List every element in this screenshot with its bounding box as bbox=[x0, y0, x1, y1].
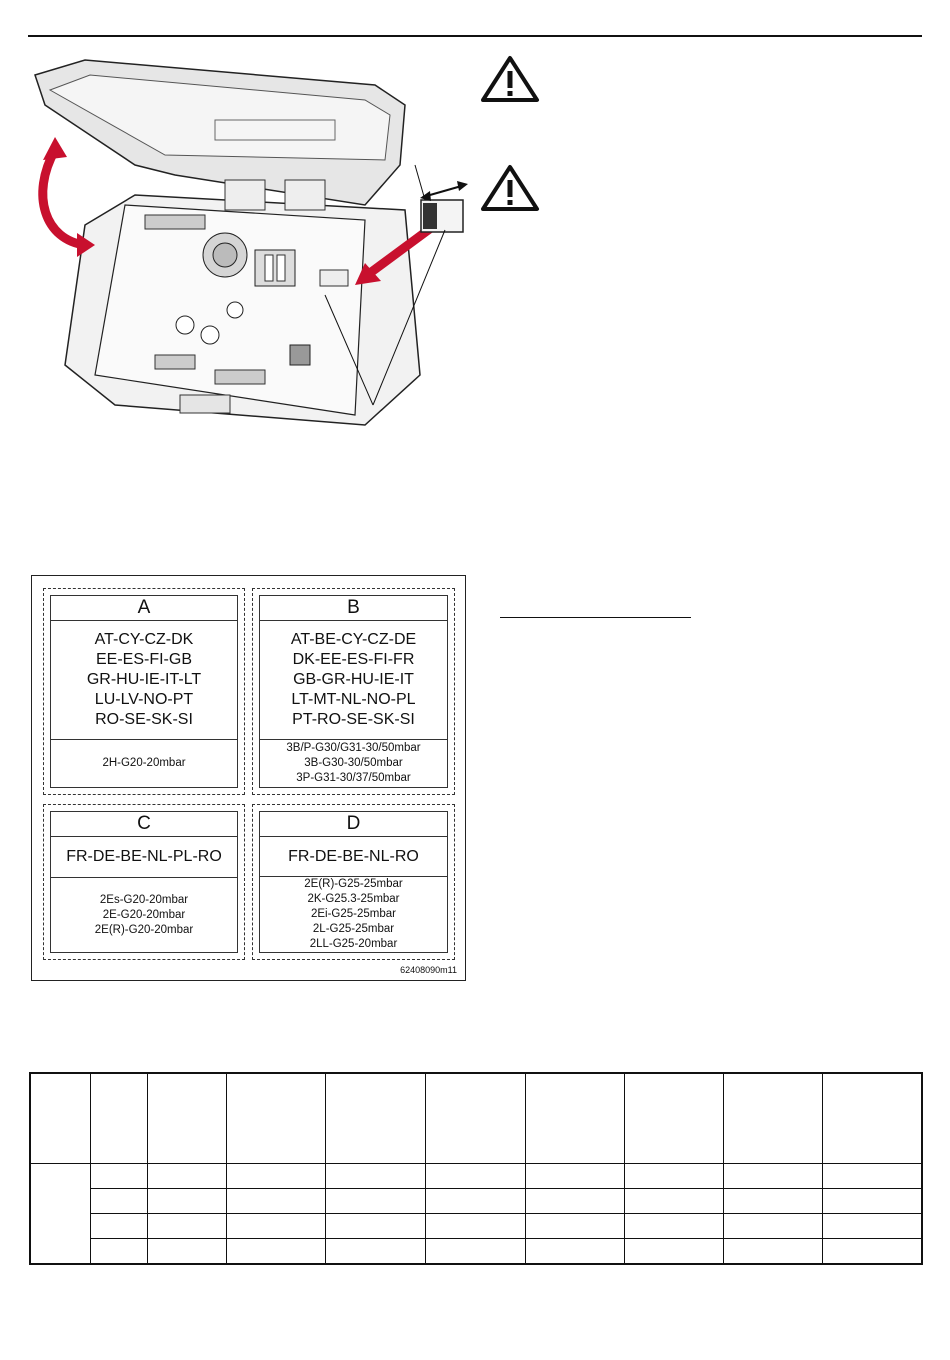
table-cell bbox=[147, 1239, 226, 1265]
warning-triangle-icon bbox=[480, 55, 540, 103]
table-cell bbox=[325, 1164, 425, 1189]
table-header-cell bbox=[325, 1073, 425, 1164]
country-line: RO-SE-SK-SI bbox=[95, 711, 193, 728]
table-header-cell bbox=[90, 1073, 147, 1164]
table-cell bbox=[723, 1239, 822, 1265]
gas-line: 2Ei-G25-25mbar bbox=[310, 908, 396, 920]
country-line: FR-DE-BE-NL-RO bbox=[288, 847, 419, 865]
gas-line: 3B/P-G30/G31-30/50mbar bbox=[286, 742, 421, 754]
country-line: AT-CY-CZ-DK bbox=[94, 631, 194, 648]
table-cell bbox=[30, 1164, 90, 1265]
table-cell bbox=[425, 1239, 525, 1265]
panel-gas bbox=[51, 740, 237, 787]
heading-underline bbox=[500, 617, 691, 618]
table-cell bbox=[525, 1214, 624, 1239]
gas-category-label-figure bbox=[31, 575, 466, 981]
gas-line: 2K-G25.3-25mbar bbox=[307, 893, 400, 905]
table-cell bbox=[525, 1164, 624, 1189]
panel-letter: A bbox=[51, 596, 237, 621]
table-row bbox=[30, 1214, 922, 1239]
table-cell bbox=[425, 1189, 525, 1214]
control-box-illustration bbox=[25, 45, 470, 445]
country-line: DK-EE-ES-FI-FR bbox=[292, 651, 415, 668]
table-header-cell bbox=[147, 1073, 226, 1164]
table-cell bbox=[822, 1189, 922, 1214]
country-line: LT-MT-NL-NO-PL bbox=[291, 691, 416, 708]
table-cell bbox=[723, 1189, 822, 1214]
country-line: GR-HU-IE-IT-LT bbox=[86, 671, 202, 688]
table-header-cell bbox=[822, 1073, 922, 1164]
label-panel-c bbox=[43, 804, 245, 960]
data-table bbox=[29, 1072, 923, 1265]
gas-line: 2E(R)-G25-25mbar bbox=[304, 878, 403, 890]
gas-line: 2E(R)-G20-20mbar bbox=[94, 923, 194, 936]
table-cell bbox=[723, 1214, 822, 1239]
label-panel-a bbox=[43, 588, 245, 795]
table-row bbox=[30, 1164, 922, 1189]
table-cell bbox=[325, 1214, 425, 1239]
country-line: AT-BE-CY-CZ-DE bbox=[290, 631, 417, 648]
table-cell bbox=[822, 1239, 922, 1265]
table-cell bbox=[624, 1164, 723, 1189]
panel-countries bbox=[51, 621, 237, 740]
table-cell bbox=[624, 1239, 723, 1265]
panel-letter: B bbox=[260, 596, 447, 621]
panel-letter: D bbox=[260, 812, 447, 837]
table-cell bbox=[226, 1214, 325, 1239]
table-header-cell bbox=[30, 1073, 90, 1164]
table-header-cell bbox=[723, 1073, 822, 1164]
table-cell bbox=[325, 1189, 425, 1214]
country-line: GB-GR-HU-IE-IT bbox=[293, 671, 414, 688]
label-panel-b bbox=[252, 588, 455, 795]
table-cell bbox=[525, 1239, 624, 1265]
country-line: LU-LV-NO-PT bbox=[94, 691, 194, 708]
panel-countries bbox=[260, 837, 447, 877]
panel-gas bbox=[260, 740, 447, 787]
country-line: FR-DE-BE-NL-PL-RO bbox=[66, 848, 222, 865]
panel-gas bbox=[260, 877, 447, 952]
gas-line: 2E-G20-20mbar bbox=[102, 908, 186, 921]
table-row bbox=[30, 1189, 922, 1214]
header-rule bbox=[28, 35, 922, 37]
table-cell bbox=[226, 1189, 325, 1214]
table-header-cell bbox=[425, 1073, 525, 1164]
table-cell bbox=[226, 1239, 325, 1265]
panel-countries bbox=[51, 837, 237, 878]
table-header-cell bbox=[525, 1073, 624, 1164]
table-cell bbox=[425, 1214, 525, 1239]
table-header-cell bbox=[624, 1073, 723, 1164]
table-header-cell bbox=[226, 1073, 325, 1164]
table-header-row bbox=[30, 1073, 922, 1164]
gas-line: 2L-G25-25mbar bbox=[312, 923, 395, 935]
table-cell bbox=[325, 1239, 425, 1265]
warning-triangle-icon bbox=[480, 164, 540, 212]
table-row bbox=[30, 1239, 922, 1265]
figure-code: 62408090m11 bbox=[400, 965, 457, 975]
table-cell bbox=[147, 1164, 226, 1189]
table-cell bbox=[525, 1189, 624, 1214]
table-cell bbox=[90, 1214, 147, 1239]
table-cell bbox=[822, 1214, 922, 1239]
panel-gas bbox=[51, 878, 237, 952]
panel-letter: C bbox=[51, 812, 237, 837]
gas-line: 2LL-G25-20mbar bbox=[309, 938, 398, 950]
table-cell bbox=[425, 1164, 525, 1189]
table-cell bbox=[822, 1164, 922, 1189]
country-line: PT-RO-SE-SK-SI bbox=[292, 711, 415, 728]
panel-countries bbox=[260, 621, 447, 740]
country-line: EE-ES-FI-GB bbox=[95, 651, 192, 668]
label-panel-d bbox=[252, 804, 455, 960]
gas-line: 3B-G30-30/50mbar bbox=[304, 757, 403, 769]
table-cell bbox=[90, 1189, 147, 1214]
table-cell bbox=[90, 1239, 147, 1265]
table-cell bbox=[90, 1164, 147, 1189]
table-cell bbox=[624, 1189, 723, 1214]
gas-line: 2H-G20-20mbar bbox=[102, 757, 186, 769]
table-cell bbox=[226, 1164, 325, 1189]
table-cell bbox=[147, 1189, 226, 1214]
table-cell bbox=[147, 1214, 226, 1239]
gas-line: 3P-G31-30/37/50mbar bbox=[296, 772, 411, 784]
table-cell bbox=[624, 1214, 723, 1239]
gas-line: 2Es-G20-20mbar bbox=[99, 893, 189, 906]
table-cell bbox=[723, 1164, 822, 1189]
